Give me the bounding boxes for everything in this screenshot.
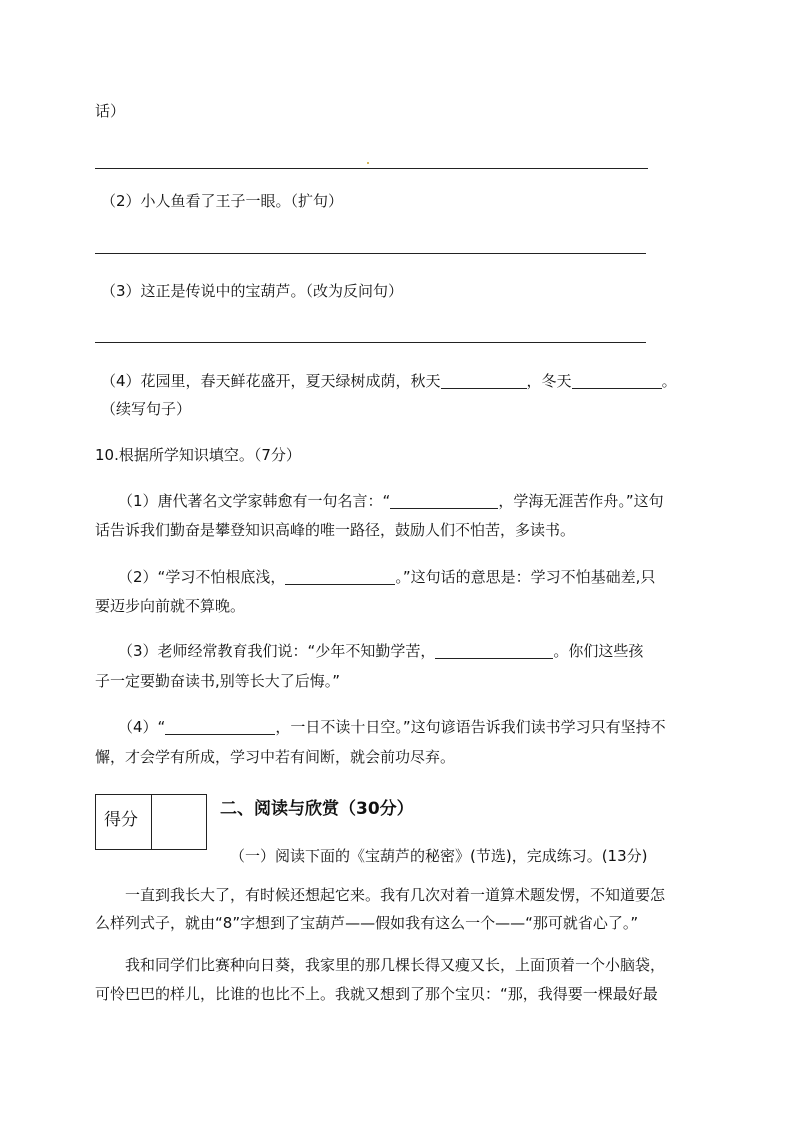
passage-p2-line2: 可怜巴巴的样儿，比谁的也比不上。我就又想到了那个宝贝：“那，我得要一棵最好最 [95,985,658,1003]
blank-q10-4[interactable] [165,718,275,735]
blank-winter[interactable] [572,372,662,389]
answer-line-2[interactable] [95,253,646,254]
q10-item2-line1: （2）“学习不怕根底浅， 。”这句话的意思是：学习不怕基础差,只 [118,568,656,586]
q10-item2-line2: 要迈步向前就不算晚。 [95,597,246,615]
q10-item3-line1: （3）老师经常教育我们说：“少年不知勤学苦， 。你们这些孩 [118,642,644,660]
q10-item4-line1: （4）“ ，一日不读十日空。”这句谚语告诉我们读书学习只有坚持不 [118,718,666,736]
score-box [95,794,207,850]
q9-item4: （4）花园里，春天鲜花盛开，夏天绿树成荫，秋天 ，冬天 。 [101,372,677,390]
answer-line-3[interactable] [95,342,646,343]
passage-p1-line2: 么样列式子，就由“8”字想到了宝葫芦——假如我有这么一个——“那可就省心了。” [95,914,639,932]
q10-item4-line2: 懈，才会学有所成，学习中若有间断，就会前功尽弃。 [95,748,456,766]
blank-q10-2[interactable] [285,568,395,585]
q9-item1-tail: 话） [95,102,126,120]
section-2-title: 二、阅读与欣赏（30分） [220,799,414,819]
blank-autumn[interactable] [441,372,527,389]
q10-title: 10.根据所学知识填空。（7分） [95,446,301,464]
blank-q10-3[interactable] [435,642,553,659]
q9-item2: （2）小人鱼看了王子一眼。（扩句） [101,192,344,210]
score-label: 得分 [104,810,138,830]
blank-q10-1[interactable] [390,492,498,509]
passage-p2-line1: 我和同学们比赛种向日葵，我家里的那几棵长得又瘦又长，上面顶着一个小脑袋， [125,956,666,974]
passage-p1-line1: 一直到我长大了，有时候还想起它来。我有几次对着一道算术题发愣，不知道要怎 [125,886,666,904]
decorative-dot [367,162,369,164]
q10-item1-line2: 话告诉我们勤奋是攀登知识高峰的唯一路径，鼓励人们不怕苦，多读书。 [95,521,576,539]
q10-item1-line1: （1）唐代著名文学家韩愈有一句名言：“ ，学海无涯苦作舟。”这句 [118,492,664,510]
q9-item3: （3）这正是传说中的宝葫芦。（改为反问句） [101,282,404,300]
q10-item3-line2: 子一定要勤奋读书,别等长大了后悔。” [95,672,341,690]
reading-subtitle: （一）阅读下面的《宝葫芦的秘密》(节选)，完成练习。(13分) [230,847,648,865]
answer-line-1[interactable] [95,168,648,169]
q9-item4-note: （续写句子） [101,400,192,418]
score-box-divider [151,795,152,849]
